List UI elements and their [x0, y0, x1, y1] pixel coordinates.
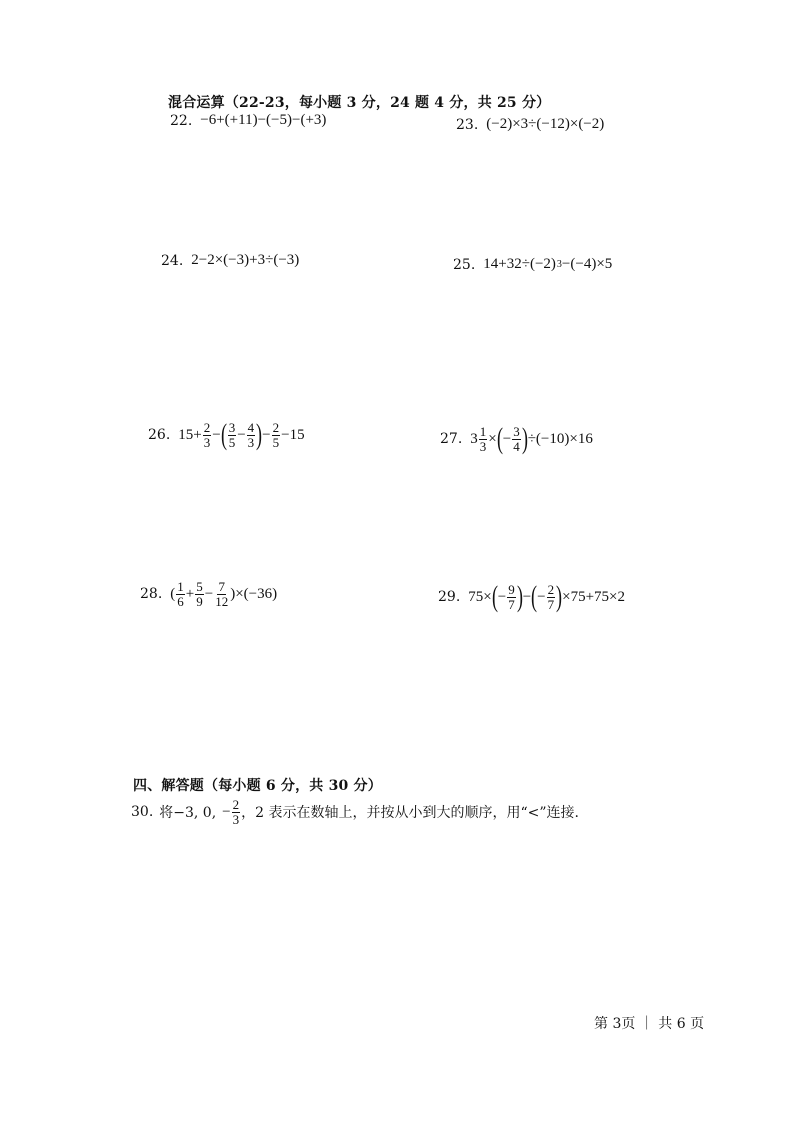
problem-number: 25. [453, 256, 476, 273]
problem-27 [440, 424, 593, 454]
expression: 2−2×(−3)+3÷(−3) [191, 252, 300, 268]
numerator: 2 [232, 797, 240, 812]
fraction [247, 421, 256, 449]
problem-number: 22. [170, 112, 193, 129]
numerator: 4 [247, 419, 255, 435]
exponent: 3 [556, 259, 562, 270]
denominator: 3 [203, 434, 211, 450]
fraction [547, 583, 556, 611]
denominator: 7 [508, 596, 515, 612]
expression-part: ÷(−10)×16 [527, 430, 593, 447]
denominator: 3 [479, 438, 487, 454]
expression-part: ( [170, 585, 176, 602]
denominator: 9 [196, 593, 203, 609]
right-paren-icon: ) [556, 580, 563, 613]
fraction [195, 580, 204, 608]
operator: × [488, 430, 497, 447]
expression-part: −15 [281, 426, 305, 443]
expression-part: 14+32÷(−2) [483, 256, 556, 272]
problem-25 [453, 256, 612, 273]
fraction [507, 583, 516, 611]
problem-23 [456, 116, 604, 133]
denominator: 3 [247, 434, 255, 450]
denominator: 4 [513, 438, 520, 454]
fraction [512, 425, 521, 453]
question-text: 将−3, 0, [159, 805, 217, 822]
right-paren-icon: ) [256, 418, 263, 451]
numerator: 5 [196, 579, 203, 594]
left-paren-icon: ( [491, 580, 498, 613]
problem-number: 29. [438, 589, 461, 605]
problem-30 [131, 798, 579, 826]
expression-part: −(−4)×5 [561, 256, 613, 272]
denominator: 12 [215, 593, 229, 609]
fraction [203, 421, 212, 449]
problem-24 [161, 252, 299, 269]
expression [470, 424, 593, 454]
expression: −6+(+11)−(−5)−(+3) [200, 112, 327, 128]
problem-22 [170, 112, 326, 129]
expression [222, 798, 241, 826]
operator: − [502, 430, 512, 447]
expression-part: ×75+75×2 [562, 588, 626, 605]
right-paren-icon: ) [521, 422, 528, 455]
operator: − [522, 588, 532, 605]
fraction [232, 798, 241, 826]
denominator: 6 [177, 593, 184, 609]
numerator: 1 [479, 423, 487, 439]
mixed-whole: 3 [470, 430, 478, 447]
denominator: 5 [272, 434, 280, 450]
expression [483, 256, 612, 273]
numerator: 2 [547, 581, 555, 597]
fraction [272, 421, 281, 449]
page-footer: 第 3页 ｜ 共 6 页 [594, 1016, 705, 1032]
expression [170, 580, 277, 608]
expression [468, 582, 625, 612]
left-paren-icon: ( [496, 422, 503, 455]
numerator: 7 [218, 579, 225, 594]
operator: − [262, 426, 271, 443]
numerator: 3 [228, 419, 236, 435]
expression-part: )×(−36) [230, 585, 278, 602]
left-paren-icon: ( [220, 418, 227, 451]
problem-29 [438, 582, 625, 612]
section-title-mixed-operations: 混合运算（22-23，每小题 3 分，24 题 4 分，共 25 分） [168, 95, 551, 111]
expression: (−2)×3÷(−12)×(−2) [486, 116, 605, 132]
denominator: 7 [547, 596, 555, 612]
operator: − [537, 588, 546, 605]
operator: − [222, 803, 231, 820]
fraction [228, 421, 237, 449]
expression-part: 15+ [178, 426, 202, 443]
problem-number: 23. [456, 116, 479, 133]
problem-26 [148, 420, 305, 450]
left-paren-icon: ( [531, 580, 538, 613]
operator: − [497, 588, 507, 605]
numerator: 9 [508, 581, 515, 597]
fraction [176, 580, 185, 608]
expression [178, 420, 304, 450]
operator: − [204, 585, 214, 602]
denominator: 5 [228, 434, 236, 450]
denominator: 3 [232, 811, 240, 827]
problem-number: 26. [148, 427, 171, 443]
problem-number: 30. [131, 804, 154, 821]
operator: − [212, 426, 221, 443]
operator: − [237, 426, 246, 443]
expression-part: 75× [468, 588, 492, 605]
numerator: 2 [203, 419, 211, 435]
problem-number: 27. [440, 431, 463, 447]
fraction [479, 425, 488, 453]
right-paren-icon: ) [516, 580, 523, 613]
numerator: 2 [272, 419, 280, 435]
problem-number: 28. [140, 586, 163, 603]
fraction [214, 580, 229, 608]
question-text: ，2 表示在数轴上，并按从小到大的顺序，用“<”连接. [241, 805, 579, 822]
numerator: 1 [177, 579, 184, 594]
section-title-answer-questions: 四、解答题（每小题 6 分，共 30 分） [133, 778, 382, 794]
numerator: 3 [513, 423, 520, 439]
operator: + [185, 585, 195, 602]
problem-28 [140, 580, 277, 608]
problem-number: 24. [161, 252, 184, 269]
